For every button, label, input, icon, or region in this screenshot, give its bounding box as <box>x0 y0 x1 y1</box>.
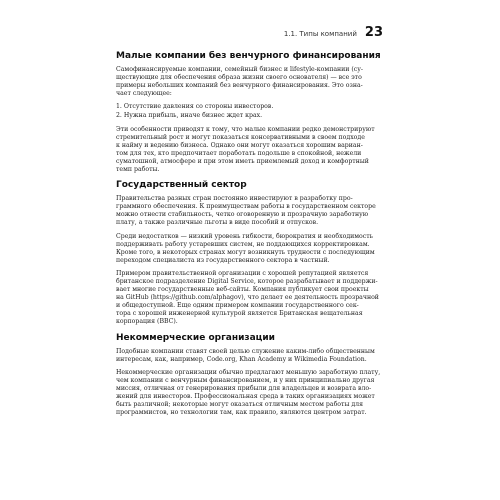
section-heading: Малые компании без венчурного финансирования <box>116 51 381 61</box>
running-head <box>284 25 383 40</box>
section-heading: Некоммерческие организации <box>116 332 275 343</box>
text-line: Эти особенности приводят к тому, что малые компании редко демонстрируют <box>116 125 375 133</box>
paragraph <box>116 270 384 327</box>
section-government <box>116 179 384 326</box>
text-line: поддерживать работу устаревших систем, не поддающихся корректировкам. <box>116 240 370 248</box>
page-content <box>116 50 384 422</box>
numbered-list <box>116 103 384 120</box>
text-line: интересам, как, например, Code.org, Khan Academy и Wikimedia Foundation. <box>116 355 367 363</box>
list-item: 1. Отсутствие давления со стороны инвесторов. <box>116 103 274 111</box>
text-line: ществующие для обеспечения образа жизни своего основателя) — все это <box>116 74 362 82</box>
paragraph <box>116 66 384 98</box>
text-line: темп работы. <box>116 166 160 174</box>
text-line: на GitHub (https://github.com/alphagov), что делает ее деятельность прозрачной <box>116 294 379 302</box>
text-line: можно отнести стабильность, четко оговоренную и прозрачную заработную <box>116 211 369 219</box>
text-line: чем компании с венчурным финансированием, и у них принципиально другая <box>116 376 375 384</box>
paragraph <box>116 195 384 227</box>
text-line: примеры небольших компаний без венчурного финансирования. Это озна- <box>116 82 363 90</box>
text-line: стремительный рост и могут показаться консервативными в своем подходе <box>116 133 365 141</box>
paragraph <box>116 126 384 175</box>
text-line: программистов, но технологии там, как правило, являются центром затрат. <box>116 409 367 417</box>
text-line: британское подразделение Digital Service, которое разрабатывает и поддержи- <box>116 277 378 285</box>
list-item: 2. Нужна прибыль, иначе бизнес ждет крах. <box>116 111 263 119</box>
text-line: жений для инвесторов. Профессиональная среда в таких организациях может <box>116 393 375 400</box>
text-line: вает многие государственные веб-сайты. Компания публикует свои проекты <box>116 286 369 294</box>
text-line: Подобные компании ставят своей целью служение каким-либо общественным <box>116 347 375 355</box>
text-line: Некоммерческие организации обычно предлагают меньшую заработную плату, <box>116 368 381 376</box>
section-heading: Государственный сектор <box>116 180 247 191</box>
text-line: миссия, отличная от генерирования прибыли для владельцев и возврата вло- <box>116 384 372 392</box>
text-line: быть различной; некоторые могут оказаться отличным местом работы для <box>116 401 363 409</box>
page-number: 23 <box>364 25 383 40</box>
text-line: том для тех, кто предпочитает поработать подольше в спокойной, нежели <box>116 149 362 157</box>
text-line: и общедоступной. Еще одним примером компании государственного сек- <box>116 302 359 310</box>
text-line: переходом специалиста из государственного сектора в частный. <box>116 256 330 264</box>
text-line: чает следующее: <box>116 90 172 98</box>
section-small-companies <box>116 50 384 174</box>
text-line: суматошной, атмосфере и при этом иметь приемлемый доход и комфортный <box>116 157 369 165</box>
text-line: к найму и ведению бизнеса. Однако они могут оказаться хорошим вариан- <box>116 141 363 149</box>
paragraph <box>116 348 384 364</box>
text-line: корпорация (BBC). <box>116 318 178 326</box>
text-line: граммного обеспечения. К преимуществам работы в государственном секторе <box>116 203 376 211</box>
text-line: тора с хорошей инженерной культурой является Британская вещательная <box>116 310 363 318</box>
text-line: Примером правительственной организации с хорошей репутацией является <box>116 269 369 277</box>
text-line: плату, а также различные льготы в виде пособий и отпусков. <box>116 219 319 227</box>
text-line: Правительства разных стран постоянно инвестируют в разработку про- <box>116 195 353 203</box>
text-line: Среди недостатков — низкий уровень гибкости, бюрократия и необходимость <box>116 232 374 240</box>
chapter-title: 1.1. Типы компаний <box>283 30 357 38</box>
section-nonprofit <box>116 332 384 418</box>
text-line: Самофинансируемые компании, семейный бизнес и lifestyle-компании (су- <box>116 66 363 73</box>
paragraph <box>116 233 384 265</box>
text-line: Кроме того, в некоторых странах могут возникнуть трудности с последующим <box>116 248 375 256</box>
paragraph <box>116 369 384 418</box>
